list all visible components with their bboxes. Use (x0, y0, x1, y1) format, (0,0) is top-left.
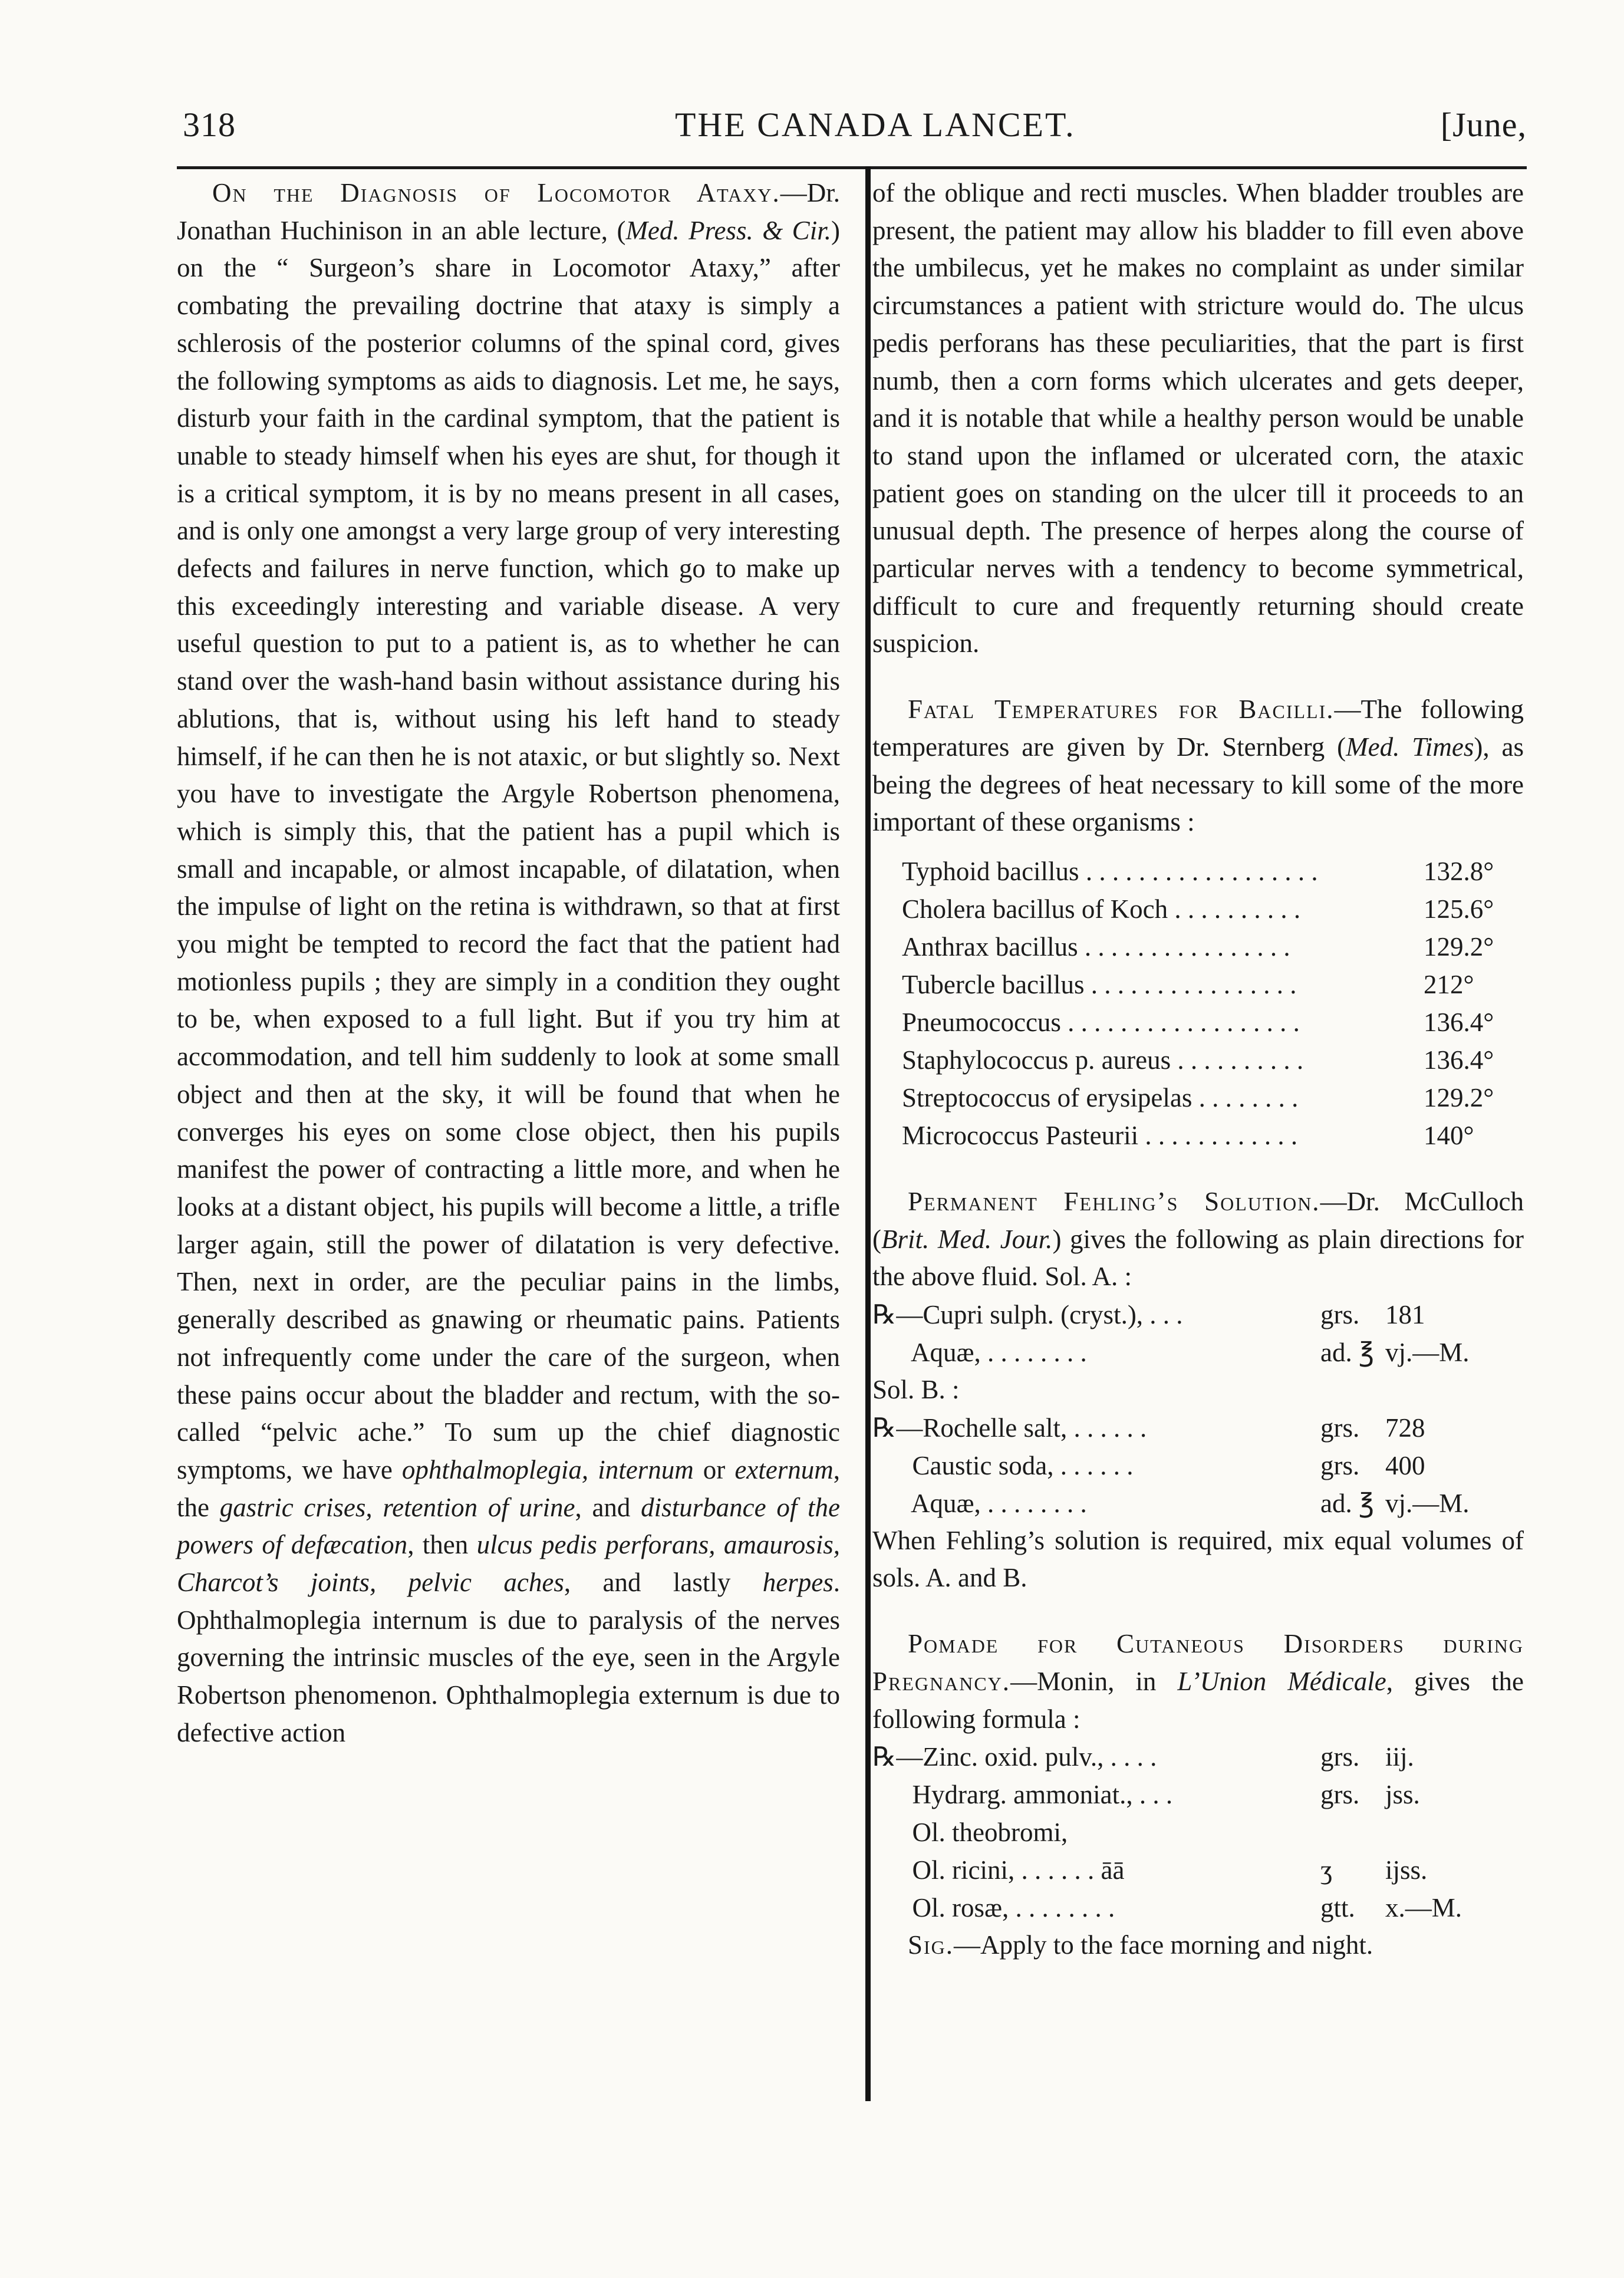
formula-line (872, 1738, 1524, 1776)
ingredient: ℞—Rochelle salt, . . . . . . (872, 1413, 1147, 1443)
term: externum (734, 1454, 834, 1484)
solution-b-label: Sol. B. : (872, 1375, 960, 1405)
bacilli-heading: Fatal Temperatures for Bacilli. (908, 694, 1335, 725)
fatal-temperature: 136.4° (1424, 1008, 1494, 1038)
quantity: jss. (1385, 1780, 1420, 1810)
ingredient: Aquæ, . . . . . . . . (872, 1338, 1087, 1368)
citation: Med. Press. & Cir. (625, 215, 831, 245)
article-text: ) gives the following as plain directions for the above fluid. Sol. A. : (872, 1224, 1524, 1292)
organism-name: Staphylococcus p. aureus . . . . . . . . . . (902, 1045, 1304, 1075)
measure-unit: grs. (1320, 1450, 1360, 1480)
fatal-temperature: 212° (1424, 970, 1474, 1000)
term: herpes (762, 1568, 834, 1598)
fatal-temperature: 125.6° (1424, 894, 1494, 924)
formula-line (872, 1889, 1524, 1927)
temperature-row (872, 1042, 1524, 1079)
fatal-temperature: 132.8° (1424, 857, 1494, 887)
pomade-formula (872, 1738, 1524, 1927)
formula-line (872, 1813, 1524, 1851)
ingredient: Ol. rosæ, . . . . . . . . (872, 1893, 1115, 1923)
running-header (177, 105, 1527, 158)
organism-name: Tubercle bacillus . . . . . . . . . . . . . . . . (902, 970, 1297, 1000)
pomade-heading: Pomade for Cutaneous Disorders during Pregnancy. (872, 1629, 1524, 1696)
quantity: vj.—M. (1385, 1338, 1470, 1368)
measure-unit: ad. ℥ (1320, 1488, 1374, 1518)
bacilli-article (872, 691, 1524, 841)
quantity: 728 (1385, 1413, 1425, 1443)
issue-month: [June, (1440, 106, 1527, 144)
right-column (872, 175, 1524, 1964)
article-text: . Ophthalmoplegia internum is due to paralysis of the nerves governing the intrinsic muscles of the eye, seen in the Argyle Robertson phenomenon. Ophthalmoplegia externum is due to defective action (177, 1568, 841, 1747)
fehling-closing: When Fehling’s solution is required, mix equal volumes of sols. A. and B. (872, 1525, 1524, 1593)
article-text: , the (177, 1454, 841, 1522)
formula-line (872, 1851, 1524, 1889)
quantity: x.—M. (1385, 1893, 1462, 1923)
journal-title: THE CANADA LANCET. (675, 106, 1076, 144)
temperature-row (872, 1079, 1524, 1117)
measure-unit: ad. ℥ (1320, 1338, 1374, 1368)
term: ulcus pedis perforans, amaurosis, Charcot’s joints, pelvic aches (177, 1530, 841, 1598)
article-text: —Dr. Jonathan Huchinison in an able lecture, ( (177, 178, 840, 245)
temperature-row (872, 1117, 1524, 1155)
organism-name: Micrococcus Pasteurii . . . . . . . . . . . . (902, 1121, 1298, 1151)
sig-text: —Apply to the face morning and night. (954, 1930, 1373, 1960)
column-divider (865, 166, 871, 2101)
solution-b-formula (872, 1409, 1524, 1522)
quantity: ijss. (1385, 1855, 1428, 1885)
article-text: , gives the following formula : (872, 1666, 1524, 1734)
fatal-temperature: 129.2° (1424, 1083, 1494, 1113)
page-number: 318 (183, 106, 236, 144)
citation: L’Union Médicale (1177, 1666, 1386, 1696)
temperature-row (872, 929, 1524, 966)
header-rule (177, 166, 1527, 169)
article-heading: On the Diagnosis of Locomotor Ataxy. (212, 178, 780, 208)
measure-unit: grs. (1320, 1742, 1360, 1772)
article-text: —Dr. McCulloch ( (872, 1186, 1524, 1254)
term: ophthalmoplegia, internum (401, 1454, 694, 1484)
formula-line (872, 1296, 1524, 1334)
sig-label: Sig. (908, 1930, 954, 1960)
measure-unit: ʒ (1320, 1855, 1332, 1885)
left-column (177, 175, 840, 1752)
organism-name: Cholera bacillus of Koch . . . . . . . . . . (902, 894, 1301, 924)
article-text: —Monin, in (1010, 1666, 1178, 1696)
citation: Brit. Med. Jour. (881, 1224, 1053, 1254)
article-continuation: of the oblique and recti muscles. When bladder troubles are present, the patient may allow his bladder to fill even above the umbilecus, yet he makes no complaint as under similar circumstances a patient with stricture would do. The ulcus pedis perforans has these peculiarities, that the part is first numb, then a corn forms which ulcerates and gets deeper, and it is notable that while a healthy person would be unable to stand upon the inflamed or ulcerated corn, the ataxic patient goes on standing on the ulcer till it proceeds to an unusual depth. The presence of herpes along the course of particular nerves with a tendency to become symmetrical, difficult to cure and frequently returning should create suspicion. (872, 178, 1524, 659)
formula-line (872, 1484, 1524, 1522)
organism-name: Streptococcus of erysipelas . . . . . . . . (902, 1083, 1299, 1113)
organism-name: Pneumococcus . . . . . . . . . . . . . . . . . . (902, 1008, 1300, 1038)
term: gastric crises, retention of urine (219, 1492, 575, 1522)
term: disturbance of the powers of defæcation (177, 1492, 840, 1560)
article-text: ), as being the degrees of heat necessary to kill some of the more important of these organisms : (872, 732, 1524, 837)
locomotor-ataxy-article (177, 175, 840, 1752)
ingredient: Ol. theobromi, (872, 1818, 1068, 1848)
quantity: 181 (1385, 1300, 1425, 1330)
measure-unit (1320, 1813, 1385, 1851)
ingredient: Ol. ricini, . . . . . . āā (872, 1855, 1125, 1885)
temperature-row (872, 1004, 1524, 1042)
ingredient: Aquæ, . . . . . . . . (872, 1488, 1087, 1518)
temperature-row (872, 891, 1524, 929)
temperature-table (872, 853, 1524, 1155)
measure-unit: grs. (1320, 1300, 1360, 1330)
measure-unit: grs. (1320, 1413, 1360, 1443)
fatal-temperature: 129.2° (1424, 932, 1494, 962)
organism-name: Typhoid bacillus . . . . . . . . . . . . . . . . . . (902, 857, 1318, 887)
formula-line (872, 1334, 1524, 1371)
article-text: or (693, 1454, 735, 1484)
quantity: iij. (1385, 1742, 1414, 1772)
pomade-article (872, 1625, 1524, 1738)
temperature-row (872, 966, 1524, 1004)
article-text: , then (407, 1530, 477, 1560)
solution-a-formula (872, 1296, 1524, 1371)
ingredient: Caustic soda, . . . . . . (872, 1450, 1134, 1480)
signa-line (872, 1927, 1524, 1964)
fatal-temperature: 136.4° (1424, 1045, 1494, 1075)
quantity: vj.—M. (1385, 1488, 1470, 1518)
fehling-article (872, 1183, 1524, 1296)
measure-unit: gtt. (1320, 1893, 1355, 1923)
article-text: , and (575, 1492, 641, 1522)
organism-name: Anthrax bacillus . . . . . . . . . . . . . . . . (902, 932, 1290, 962)
fatal-temperature: 140° (1424, 1121, 1474, 1151)
ingredient: Hydrarg. ammoniat., . . . (872, 1780, 1173, 1810)
ingredient: ℞—Zinc. oxid. pulv., . . . . (872, 1742, 1157, 1772)
quantity: 400 (1385, 1450, 1425, 1480)
formula-line (872, 1447, 1524, 1484)
formula-line (872, 1776, 1524, 1813)
citation: Med. Times (1346, 732, 1474, 762)
measure-unit: grs. (1320, 1780, 1360, 1810)
article-text: ) on the “ Surgeon’s share in Locomotor Ataxy,” after combating the prevailing doctrine that ataxy is simply a schlerosis of the posterior columns of the spinal cord, gives the following symptoms as aids to diagnosis. Let me, he says, disturb your faith in the cardinal symptom, that the patient is unable to steady himself when his eyes are shut, for though it is a critical symptom, it is by no means present in all cases, and is only one amongst a very large group of very interesting defects and failures in nerve function, which go to make up this exceedingly interesting and variable disease. A very useful question to put to a patient is, as to whether he can stand over the wash-hand basin without assistance during his ablutions, that is, without using his left hand to steady himself, if he can then he is not ataxic, or but slightly so. Next you have to investigate the Argyle Robertson phenomena, which is simply this, that the patient has a pupil which is small and incapable, or almost incapable, of dilatation, when the impulse of light on the retina is withdrawn, so that at first you might be tempted to record the fact that the patient had motionless pupils ; they are simply in a condition they ought to be, when exposed to a full light. But if you try him at accommodation, and tell him suddenly to look at some small object and then at the sky, it will be found that when he converges his eyes on some close object, then his pupils manifest the power of contracting a little more, and when he looks at a distant object, his pupils will become a little, a trifle larger again, still the power of dilatation is very defective. Then, next in order, are the peculiar pains in the limbs, generally described as gnawing or rheumatic pains. Patients not infrequently come under the care of the surgeon, when these pains occur about the bladder and rectum, with the so-called “pelvic ache.” To sum up the chief diagnostic symptoms, we have (177, 215, 840, 1484)
fehling-heading: Permanent Fehling’s Solution. (908, 1186, 1320, 1216)
formula-line (872, 1409, 1524, 1447)
temperature-row (872, 853, 1524, 891)
article-text: , and lastly (564, 1568, 763, 1598)
ingredient: ℞—Cupri sulph. (cryst.), . . . (872, 1300, 1183, 1330)
article-text: —The following temperatures are given by Dr. Sternberg ( (872, 694, 1524, 762)
